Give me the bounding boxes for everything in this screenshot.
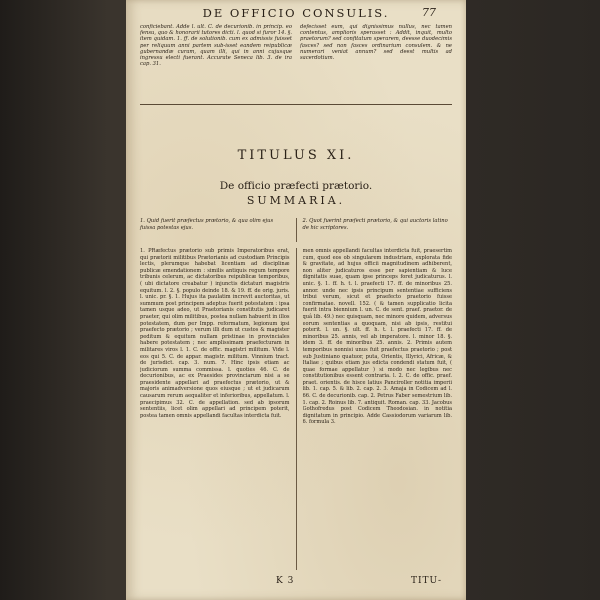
- summary-right: 2. Quot fuerint præfecti prætorio, & qui auctoris latino de hic scriptores.: [302, 218, 448, 231]
- section-title: TITULUS XI.: [237, 148, 355, 163]
- summaria-heading: SUMMARIA.: [246, 194, 346, 207]
- summary-divider: [296, 218, 297, 242]
- section-subtitle: De officio præfecti prætorio.: [219, 180, 373, 192]
- section-rule: [140, 104, 452, 105]
- body-divider: [296, 248, 297, 570]
- catchword: TITU-: [410, 576, 442, 586]
- top-left-column: conficiebant. Adde l. ult. C. de decurionib. in princip. eo fensu, quo & honorarii tutores dicti. l. quod si furor 14. §. item quidam. 1. ff. de solutionib. cum ex admissis fuisset per reliquum anni partem sub-isset eandem reipublicæ gubernandæ curam, quam illi, qui in anni cujusque ingressu electi fuerant. Accurate Seneca lib. 3. de ira cap. 31.: [140, 24, 292, 68]
- page-footer: [126, 576, 466, 590]
- page-header: [126, 4, 466, 22]
- page-number: 77: [422, 6, 436, 19]
- top-right-column: defecisset eum, qui dignissimus nullus, nec tamen contentus, amplioris sperasset : Addit, inquit, multo praetorum? sed confitatum sperarem, deesse duodecimis fasces? sed non fasces ordinarium consulem. & ne numerari veniat annum? sed deest multis ad sacerdotium.: [300, 24, 452, 62]
- summary-block: [140, 218, 452, 242]
- summary-left: 1. Quid fuerit præfectus prætorio, & qua olim ejus fuissa potestas ejus.: [140, 218, 274, 231]
- signature-mark: K 3: [276, 576, 295, 586]
- body-left-column: 1. PRæfectus prætorio sub primis Imperatoribus erat, qui prætorii militibus Prætorianis ad custodiam Principis lectis, plerumque habebat licentiam ad disciplinæ publicæ emendationem : similis antiquis regum tempore tribunis celerum, ac dictatoribus reipublicæ temporibus, ( ubi dictatore creabatur ) injunctis dictaturi magistris equitum. l. 2. §. populo deinde 18. & 19. ff. de orig. juris. l. unic. pr. §. 1. Hujus ita paulatim increvit auctoritas, ut summum post principem adeptus fuerit potestatem : ipsa tamen usque adeo, ut Praetorianis constitutis judicaret praeter, qui olim militibus, postea nullam habuerit in illos potestatem, dum per Impp. reformatum, legionum ipsi praefecto prætorio ; verum illi dum ut custos & magister peditum & equitum nullam pristinae in provinciales habere potestatem ; nec amplissimam praefecturam in militares viros l. 1. C. de offic. magistri militum. Vide l. eos qui 5. C. de appar. magistr. militum. Vinnium tract. de jurisdict. cap. 3. num. 7. Hinc ipsis etiam ac judiciorum summa commissa. l. quoties 46. C. de decurionibus, ac ex Praesides provinciarum nisi a se praesidente appellari ad praefectus prætorio, ut & majoris animadversione quos eiusque ; ut et judicarum causarum rerum aequaliter et inferioribus, appellatum. l. praecipimus 32. C. de appellation. sed ab ipsorum sententiis, licet olim appellari ad principem poterit, postea tamen omnis appellandi facultas interdicta fuit.: [140, 248, 290, 419]
- body-right-column: men omnis appellandi facultas interdicta fuit, praesertim cum, quod eos ob singularem industriam, explorata fide & gravitate, ad hujus officii magnitudinem adhiberent, non aliter judicaturos esse per sapientiam & luce dignitatis suae, quam ipse princeps foret judicaturus. l. unic. §. 1. ff. h. t. l. praefecti 17. ff. de minoribus 25. annor. unde nec ipsis principum sententiae sufficiens tribui verum, sicut et praefecto praetorio fuisse confirmatae. novell. 152. ( & tamen supplicatio licita fuerit intra biennium l. un. C. de sent. praef. praetor. de quâ lib. 49.) nec quisquam, nec minore quidem, adversus eorum sententias a quoquam, nisi ab ipsis, restitui poterit. l. un. §. ult. ff. h. t. l. praefecti 17. ff. de minoribus 25. annis, vel ab imperatore. l. minor 18. §. idem 3. ff. de minoribus 25. annis. 2. Primis autem temporibus nonnisi unus fuit praefectus praetorio ; post sub Justiniano quatuor, puta, Orientis, Illyrici, Africæ, & Italiae ; quibus etiam jus edicta condendi statum fuit, ( quae formae appellatur ) si modo nec legibus nec constitutionibus essent contraria. l. 2. C. de offic. praef. praet. orientis. de hisce latius Panciroller notitia imperii lib. 1. cap. 5. & lib. 2. cap. 2. 3. Amaja in Codicem ad l. 66. C. de decurionib. cap. 2. Petrus Faber semestrium lib. 1. cap. 2. Roinus lib. 7. antiquit. Roman. cap. 33. Jacobus Gothofredus post Codicem Theodosian. in notitia dignitatum in principio. Adde Cassiodorum variarum lib. 6. formula 3.: [302, 248, 452, 426]
- body-text-block: [140, 248, 452, 570]
- book-page: [126, 0, 466, 600]
- top-continuation-block: [140, 24, 452, 84]
- running-head: DE OFFICIO CONSULIS.: [202, 6, 390, 20]
